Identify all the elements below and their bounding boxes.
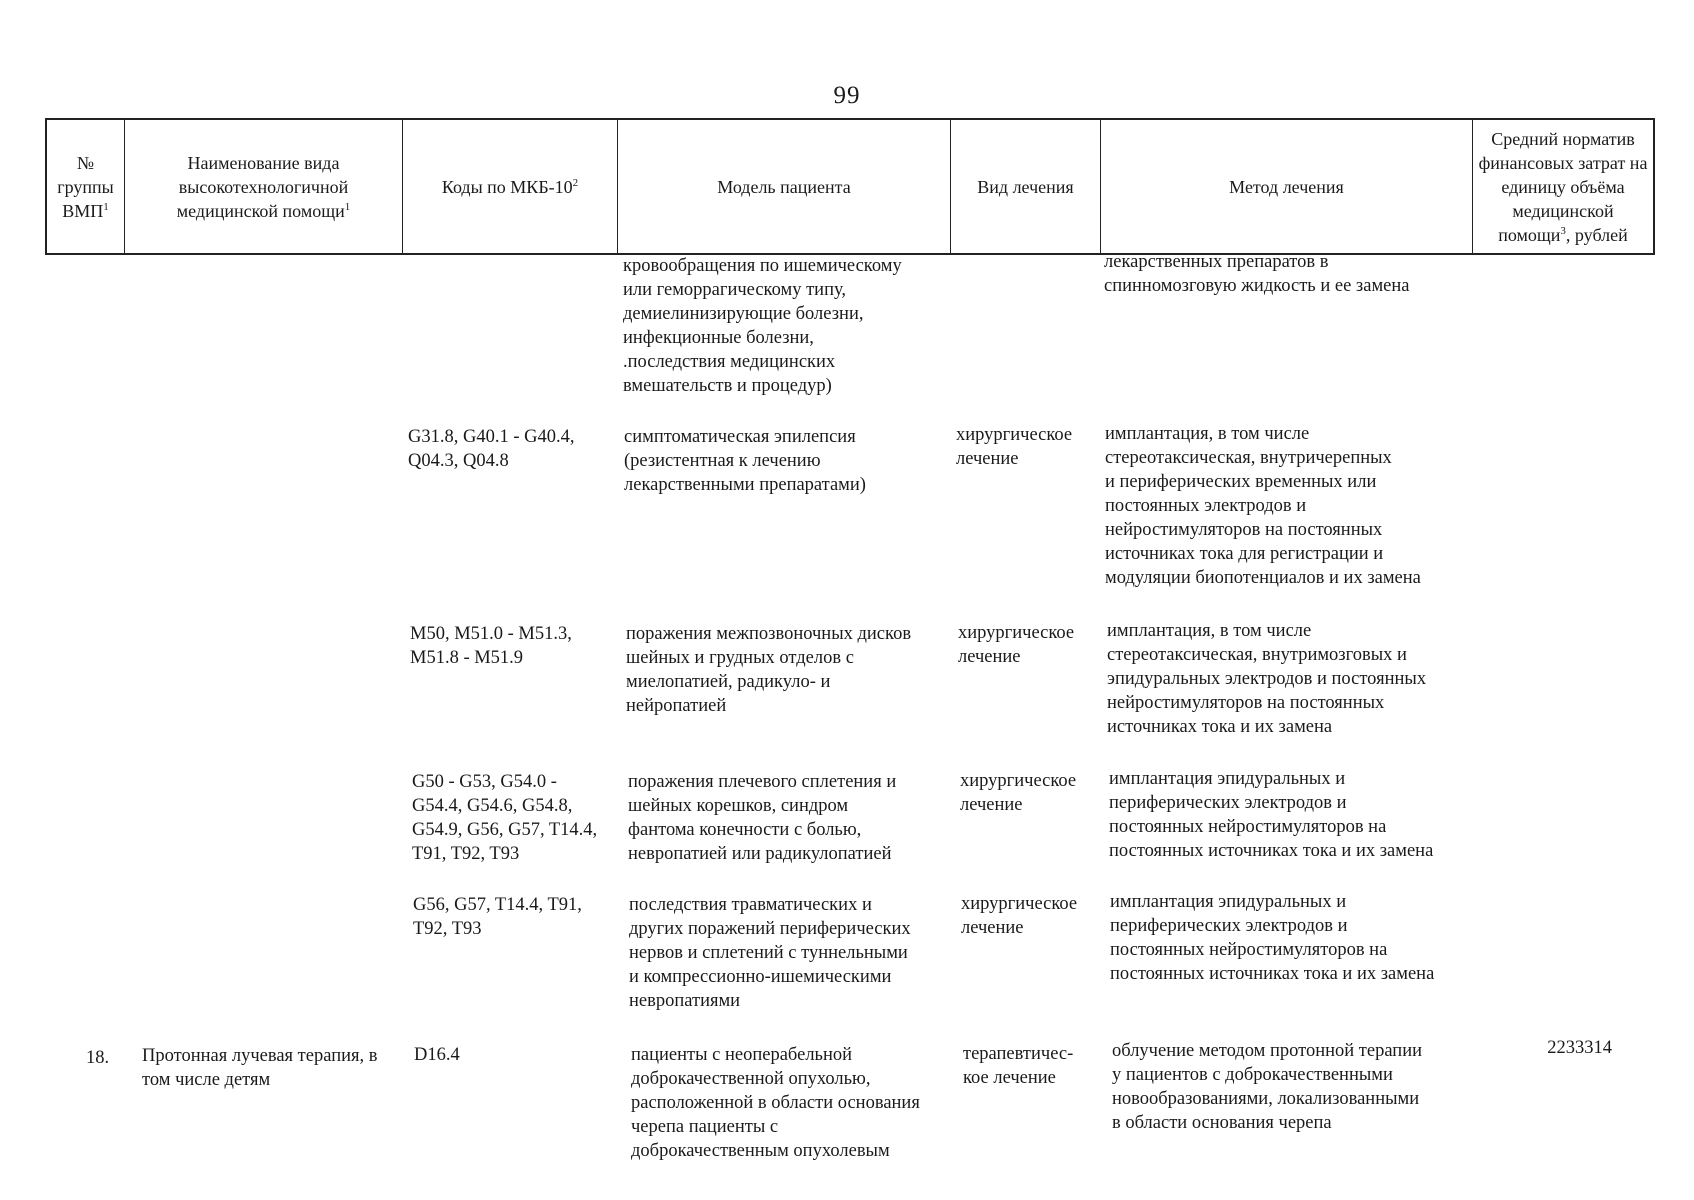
- header-care-name-label: Наименование вида высокотехнологичной медицинской помощи: [176, 152, 349, 221]
- row-1-icd-codes: G31.8, G40.1 - G40.4, Q04.3, Q04.8: [408, 427, 575, 471]
- header-group-number: [47, 120, 125, 253]
- row-3-treatment-type: хирургическое лечение: [960, 771, 1077, 815]
- row-3-icd-codes: G50 - G53, G54.0 - G54.4, G54.6, G54.8, G54.9, G56, G57, T14.4, T91, T92, T93: [412, 772, 598, 864]
- row-0-patient-model: кровообращения по ишемическому или геморрагическому типу, демиелинизирующие болезни, инфекционные болезни, .последствия медицинских вмешательств и процедур): [623, 256, 902, 396]
- header-patient-model: [618, 120, 951, 253]
- row-4-patient-model: последствия травматических и других поражений периферических нервов и сплетений с туннельными и компрессионно-ишемическими невропатиями: [629, 895, 911, 1011]
- row-0-treatment-method: лекарственных препаратов в спинномозговую жидкость и ее замена: [1104, 252, 1410, 296]
- row-1-treatment-method: имплантация, в том числе стереотаксическая, внутричерепных и периферических временных или постоянных электродов и нейростимуляторов на постоянных источниках тока для регистрации и модуляции биопотенциалов и их замена: [1105, 424, 1421, 588]
- row-5-patient-model: пациенты с неоперабельной доброкачественной опухолью, расположенной в области основания черепа пациенты с доброкачественным опухолевым: [631, 1045, 920, 1161]
- header-treatment-method: [1101, 120, 1473, 253]
- row-4-treatment-method: имплантация эпидуральных и периферических электродов и постоянных нейростимуляторов на постоянных источниках тока и их замена: [1110, 892, 1435, 984]
- row-5-cost: 2233314: [1547, 1038, 1612, 1058]
- row-2-treatment-type: хирургическое лечение: [958, 623, 1075, 667]
- row-3-patient-model: поражения плечевого сплетения и шейных корешков, синдром фантома конечности с болью, невропатией или радикулопатией: [628, 772, 897, 864]
- row-5-group-number: 18.: [86, 1048, 110, 1068]
- header-treatment-type: [951, 120, 1101, 253]
- table-header: [45, 118, 1655, 255]
- row-4-treatment-type: хирургическое лечение: [961, 894, 1078, 938]
- row-2-icd-codes: M50, M51.0 - M51.3, M51.8 - M51.9: [410, 624, 572, 668]
- row-5-treatment-type: терапевтичес- кое лечение: [963, 1044, 1074, 1088]
- header-icd-codes: [403, 120, 618, 253]
- row-5-care-name: Протонная лучевая терапия, в том числе детям: [142, 1046, 378, 1090]
- row-3-treatment-method: имплантация эпидуральных и периферических электродов и постоянных нейростимуляторов на постоянных источниках тока и их замена: [1109, 769, 1434, 861]
- row-5-icd-codes: D16.4: [414, 1045, 460, 1065]
- header-treatment-method-label: Метод лечения: [1229, 176, 1344, 197]
- header-treatment-type-label: Вид лечения: [977, 176, 1074, 197]
- footnote-marker: 3: [1560, 224, 1566, 237]
- page-number: 99: [833, 82, 861, 109]
- header-cost-label: Средний норматив финансовых затрат на единицу объёма медицинской помощи: [1478, 128, 1648, 245]
- row-1-treatment-type: хирургическое лечение: [956, 425, 1073, 469]
- row-4-icd-codes: G56, G57, T14.4, T91, T92, T93: [413, 895, 582, 939]
- row-2-patient-model: поражения межпозвоночных дисков шейных и грудных отделов с миелопатией, радикуло- и нейропатией: [626, 624, 912, 716]
- footnote-marker: 1: [103, 200, 109, 213]
- header-care-name: [125, 120, 403, 253]
- header-group-number-label: № группы ВМП: [57, 152, 114, 221]
- row-2-treatment-method: имплантация, в том числе стереотаксическая, внутримозговых и эпидуральных электродов и постоянных нейростимуляторов на постоянных источниках тока и их замена: [1107, 621, 1427, 737]
- header-patient-model-label: Модель пациента: [717, 176, 851, 197]
- header-cost-suffix: , рублей: [1565, 224, 1628, 245]
- row-1-patient-model: симптоматическая эпилепсия (резистентная к лечению лекарственными препаратами): [624, 427, 866, 495]
- footnote-marker: 1: [344, 200, 351, 213]
- header-icd-codes-label: Коды по МКБ-10: [441, 176, 573, 197]
- row-5-treatment-method: облучение методом протонной терапии у пациентов с доброкачественными новообразованиями, локализованными в области основания черепа: [1112, 1041, 1422, 1133]
- footnote-marker: 2: [572, 176, 579, 189]
- header-cost: [1473, 120, 1653, 253]
